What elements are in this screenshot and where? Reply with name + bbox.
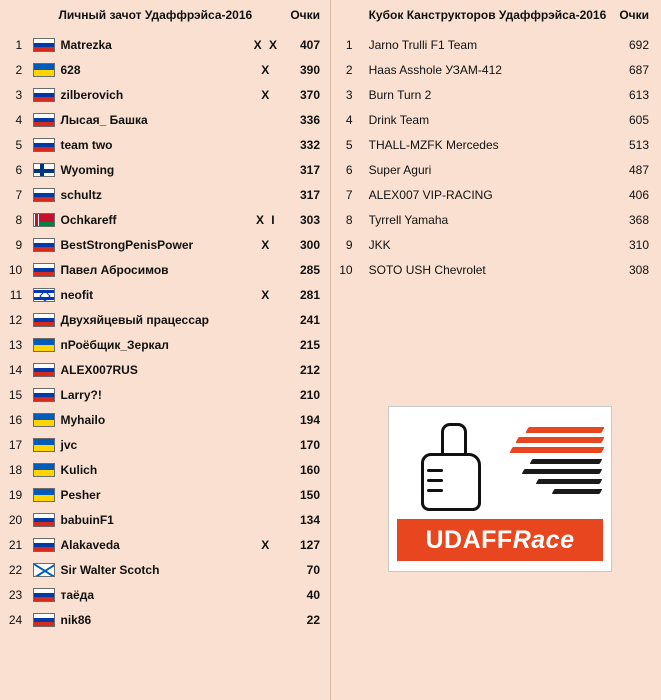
driver-rank: 12 [8, 312, 23, 327]
driver-mark [252, 557, 280, 582]
driver-points: 70 [306, 562, 320, 577]
flag-russia-icon [33, 313, 55, 327]
flag-ukraine-icon [33, 463, 55, 477]
driver-points: 170 [299, 437, 320, 452]
driver-rank: 18 [8, 462, 23, 477]
driver-flag-cell [29, 432, 58, 457]
driver-mark [252, 507, 280, 532]
flag-russia-icon [33, 88, 55, 102]
drivers-points-header: Очки [290, 8, 320, 22]
driver-flag-cell [29, 232, 58, 257]
logo-wordmark [397, 519, 603, 561]
driver-points: 134 [299, 512, 320, 527]
driver-flag-cell [29, 582, 58, 607]
driver-points: 210 [299, 387, 320, 402]
flag-ukraine-icon [33, 488, 55, 502]
driver-points: 215 [299, 337, 320, 352]
flag-russia-icon [33, 538, 55, 552]
constructors-table [331, 8, 661, 282]
driver-name: Sir Walter Scotch [60, 562, 160, 577]
driver-mark: X [261, 62, 272, 77]
driver-name: Лысая_ Башка [60, 112, 148, 127]
driver-flag-cell [29, 257, 58, 282]
driver-rank: 16 [8, 412, 23, 427]
table-row [0, 457, 330, 482]
driver-flag-cell [29, 32, 58, 57]
table-row [0, 332, 330, 357]
flag-russia-icon [33, 263, 55, 277]
driver-rank: 23 [8, 587, 23, 602]
driver-mark [252, 157, 280, 182]
driver-mark [252, 607, 280, 632]
driver-mark [252, 132, 280, 157]
driver-flag-cell [29, 482, 58, 507]
team-points: 513 [628, 137, 649, 152]
driver-flag-cell [29, 207, 58, 232]
flag-belarus-icon [33, 213, 55, 227]
constructors-table-header-row [331, 8, 661, 32]
driver-points: 194 [299, 412, 320, 427]
flag-ukraine-icon [33, 63, 55, 77]
driver-name: jvc [60, 437, 78, 452]
flag-russia-icon [33, 238, 55, 252]
team-points: 687 [628, 62, 649, 77]
team-name: SOTO USH Chevrolet [368, 262, 486, 277]
driver-name: Двухяйцевый працессар [60, 312, 210, 327]
table-row [331, 82, 661, 107]
driver-rank: 4 [15, 112, 23, 127]
constructors-table-body [331, 32, 661, 282]
driver-points: 317 [299, 187, 320, 202]
driver-rank: 14 [8, 362, 23, 377]
table-row [0, 107, 330, 132]
table-row [331, 232, 661, 257]
driver-points: 332 [299, 137, 320, 152]
driver-mark: X [261, 287, 272, 302]
driver-points: 390 [299, 62, 320, 77]
driver-mark [252, 332, 280, 357]
table-row [0, 157, 330, 182]
driver-mark [252, 582, 280, 607]
flag-russia-icon [33, 38, 55, 52]
driver-flag-cell [29, 157, 58, 182]
driver-mark: X I [255, 212, 277, 227]
flag-israel-icon [33, 288, 55, 302]
driver-mark [252, 432, 280, 457]
drivers-table-header-row [0, 8, 330, 32]
driver-flag-cell [29, 357, 58, 382]
flag-finland-icon [33, 163, 55, 177]
driver-mark: X [261, 87, 272, 102]
driver-rank: 19 [8, 487, 23, 502]
driver-mark: X [261, 537, 272, 552]
driver-mark: X X [253, 37, 279, 52]
driver-points: 370 [299, 87, 320, 102]
driver-mark [252, 382, 280, 407]
table-row [0, 407, 330, 432]
driver-name: таёда [60, 587, 94, 602]
driver-mark [252, 482, 280, 507]
team-points: 613 [628, 87, 649, 102]
team-rank: 3 [345, 87, 353, 102]
driver-name: Ochkareff [60, 212, 117, 227]
driver-name: Matrezka [60, 37, 112, 52]
driver-points: 317 [299, 162, 320, 177]
table-row [0, 57, 330, 82]
driver-flag-cell [29, 57, 58, 82]
drivers-flag-header [29, 8, 58, 32]
driver-mark [252, 257, 280, 282]
driver-points: 127 [299, 537, 320, 552]
driver-rank: 13 [8, 337, 23, 352]
table-row [0, 207, 330, 232]
driver-name: zilberovich [60, 87, 124, 102]
driver-rank: 11 [9, 287, 23, 302]
driver-points: 22 [306, 612, 320, 627]
flag-russia-icon [33, 188, 55, 202]
udaff-race-logo [388, 406, 612, 572]
driver-name: 628 [60, 62, 81, 77]
driver-name: BestStrongPenisPower [60, 237, 194, 252]
flag-russia-icon [33, 588, 55, 602]
driver-flag-cell [29, 607, 58, 632]
table-row [0, 482, 330, 507]
driver-name: Alakaveda [60, 537, 120, 552]
driver-rank: 17 [8, 437, 23, 452]
table-row [0, 557, 330, 582]
team-name: Super Aguri [368, 162, 432, 177]
driver-name: schultz [60, 187, 102, 202]
driver-points: 336 [299, 112, 320, 127]
driver-flag-cell [29, 82, 58, 107]
driver-rank: 2 [15, 62, 23, 77]
flag-russia-icon [33, 388, 55, 402]
flag-russia-icon [33, 513, 55, 527]
driver-name: neofit [60, 287, 94, 302]
drivers-table-body [0, 32, 330, 632]
driver-flag-cell [29, 132, 58, 157]
driver-rank: 22 [8, 562, 23, 577]
driver-mark [252, 107, 280, 132]
driver-name: team two [60, 137, 113, 152]
driver-points: 303 [299, 212, 320, 227]
constructors-title-header: Кубок Канструкторов Удаффрэйса-2016 [368, 8, 607, 22]
logo-word-main: UDAFF [425, 525, 513, 554]
team-rank: 2 [345, 62, 353, 77]
team-rank: 6 [345, 162, 353, 177]
driver-rank: 10 [8, 262, 23, 277]
driver-mark [252, 357, 280, 382]
team-rank: 5 [345, 137, 353, 152]
table-row [0, 307, 330, 332]
flag-russia-icon [33, 363, 55, 377]
team-name: Jarno Trulli F1 Team [368, 37, 478, 52]
constructors-points-header: Очки [619, 8, 649, 22]
table-row [0, 432, 330, 457]
driver-name: babuinF1 [60, 512, 114, 527]
driver-rank: 15 [8, 387, 23, 402]
team-name: ALEX007 VIP-RACING [368, 187, 493, 202]
team-name: Tyrrell Yamaha [368, 212, 449, 227]
table-row [331, 157, 661, 182]
constructors-standings-column [331, 0, 661, 282]
driver-rank: 24 [8, 612, 23, 627]
table-row [0, 357, 330, 382]
driver-name: Pesher [60, 487, 101, 502]
team-points: 605 [628, 112, 649, 127]
speed-lines-icon [483, 421, 603, 505]
driver-points: 40 [306, 587, 320, 602]
table-row [0, 132, 330, 157]
table-row [331, 257, 661, 282]
team-rank: 4 [345, 112, 353, 127]
table-row [0, 582, 330, 607]
table-row [331, 207, 661, 232]
driver-rank: 7 [15, 187, 23, 202]
driver-mark [252, 182, 280, 207]
driver-name: Павел Абросимов [60, 262, 169, 277]
flag-russia-icon [33, 113, 55, 127]
driver-flag-cell [29, 332, 58, 357]
driver-name: ALEX007RUS [60, 362, 138, 377]
driver-name: Wyoming [60, 162, 115, 177]
table-row [0, 507, 330, 532]
team-name: Haas Asshole УЗАМ-412 [368, 62, 502, 77]
driver-points: 285 [299, 262, 320, 277]
team-name: THALL-MZFK Mercedes [368, 137, 499, 152]
team-name: Burn Turn 2 [368, 87, 432, 102]
logo-artwork [389, 407, 611, 517]
table-row [331, 182, 661, 207]
driver-flag-cell [29, 282, 58, 307]
drivers-mark-header [252, 8, 280, 32]
driver-rank: 3 [15, 87, 23, 102]
driver-rank: 6 [15, 162, 23, 177]
constructors-rank-header [331, 8, 361, 32]
driver-name: Myhailo [60, 412, 106, 427]
driver-flag-cell [29, 457, 58, 482]
table-row [0, 82, 330, 107]
drivers-standings-column [0, 0, 330, 632]
driver-flag-cell [29, 307, 58, 332]
table-row [0, 32, 330, 57]
driver-name: Larry?! [60, 387, 102, 402]
driver-rank: 5 [15, 137, 23, 152]
driver-points: 160 [299, 462, 320, 477]
driver-points: 300 [299, 237, 320, 252]
middle-finger-icon [415, 423, 489, 507]
table-row [0, 382, 330, 407]
flag-ukraine-icon [33, 413, 55, 427]
flag-ukraine-icon [33, 438, 55, 452]
table-row [0, 232, 330, 257]
driver-points: 281 [299, 287, 320, 302]
driver-mark [252, 307, 280, 332]
driver-points: 212 [299, 362, 320, 377]
team-rank: 10 [339, 262, 353, 277]
driver-flag-cell [29, 382, 58, 407]
drivers-table [0, 8, 330, 632]
flag-ukraine-icon [33, 338, 55, 352]
flag-russia-icon [33, 138, 55, 152]
table-row [331, 132, 661, 157]
team-rank: 8 [345, 212, 353, 227]
team-points: 692 [628, 37, 649, 52]
driver-name: пРоёбщик_Зеркал [60, 337, 169, 352]
table-row [0, 257, 330, 282]
driver-flag-cell [29, 557, 58, 582]
driver-name: Kulich [60, 462, 98, 477]
driver-points: 241 [299, 312, 320, 327]
driver-rank: 1 [15, 37, 23, 52]
driver-points: 407 [299, 37, 320, 52]
team-rank: 7 [345, 187, 353, 202]
flag-scotland-icon [33, 563, 55, 577]
driver-rank: 9 [15, 237, 23, 252]
team-name: Drink Team [368, 112, 430, 127]
driver-rank: 8 [15, 212, 23, 227]
team-rank: 9 [345, 237, 353, 252]
driver-flag-cell [29, 532, 58, 557]
table-row [331, 57, 661, 82]
team-name: JKK [368, 237, 391, 252]
driver-mark [252, 457, 280, 482]
driver-mark: X [261, 237, 272, 252]
flag-russia-icon [33, 613, 55, 627]
team-points: 487 [628, 162, 649, 177]
table-row [0, 532, 330, 557]
team-points: 406 [628, 187, 649, 202]
team-rank: 1 [345, 37, 353, 52]
driver-flag-cell [29, 507, 58, 532]
driver-name: nik86 [60, 612, 92, 627]
table-row [331, 107, 661, 132]
table-row [331, 32, 661, 57]
driver-rank: 20 [8, 512, 23, 527]
team-points: 368 [628, 212, 649, 227]
drivers-title-header: Личный зачот Удаффрэйса-2016 [58, 8, 253, 22]
driver-flag-cell [29, 107, 58, 132]
team-points: 310 [628, 237, 649, 252]
driver-mark [252, 407, 280, 432]
table-row [0, 607, 330, 632]
drivers-rank-header [0, 8, 29, 32]
driver-flag-cell [29, 182, 58, 207]
table-row [0, 282, 330, 307]
team-points: 308 [628, 262, 649, 277]
driver-flag-cell [29, 407, 58, 432]
logo-word-accent: Race [512, 525, 575, 554]
table-row [0, 182, 330, 207]
driver-points: 150 [299, 487, 320, 502]
driver-rank: 21 [8, 537, 23, 552]
